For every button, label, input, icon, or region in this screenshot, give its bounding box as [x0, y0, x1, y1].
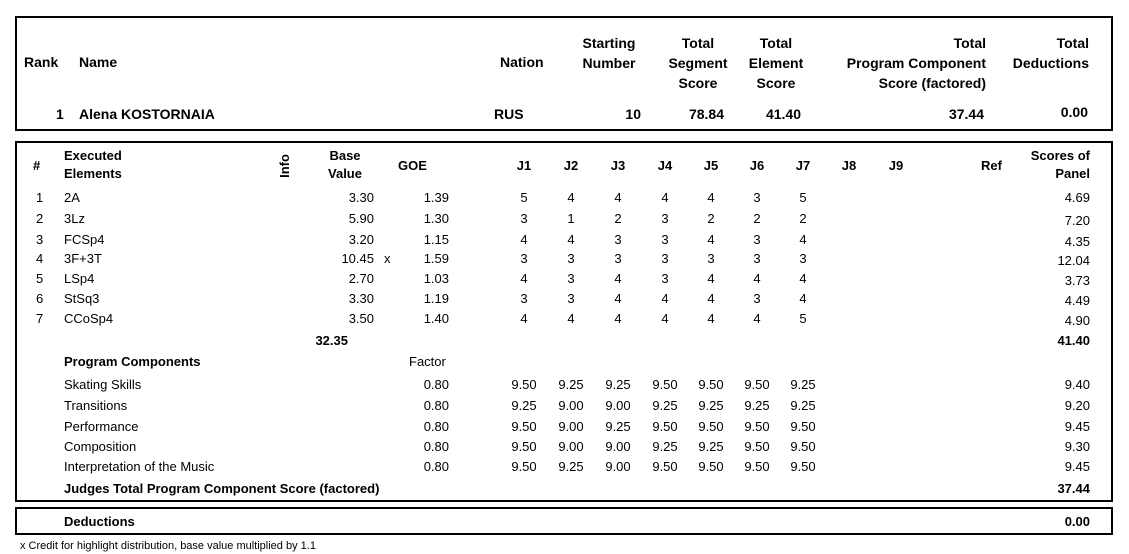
components-title: Program Components	[64, 354, 201, 369]
deductions-value: 0.00	[1064, 514, 1090, 529]
col-starting-line2: Number	[582, 55, 636, 71]
element-row-goe: 1.40	[423, 311, 449, 326]
skater-rank: 1	[56, 106, 64, 122]
element-row-name: StSq3	[64, 291, 100, 306]
element-row-judge-score: 3	[707, 251, 715, 266]
col-name-header: Name	[79, 54, 118, 70]
element-row-base: 3.20	[348, 232, 374, 247]
el-info-header: Info	[277, 154, 292, 178]
component-row-judge-score: 9.25	[698, 439, 724, 454]
element-row-judge-score: 3	[567, 271, 575, 286]
el-panel-header	[1010, 147, 1090, 183]
element-row-name: FCSp4	[64, 232, 105, 247]
element-row-name: LSp4	[64, 271, 95, 286]
element-row-judge-score: 3	[614, 251, 622, 266]
element-row-judge-score: 4	[799, 271, 807, 286]
element-row-judge-score: 1	[567, 211, 575, 226]
element-row-judge-score: 4	[614, 311, 622, 326]
skater-starting-number: 10	[625, 106, 641, 122]
col-tss-header	[653, 33, 743, 93]
element-row-judge-score: 3	[567, 291, 575, 306]
element-row-judge-score: 4	[567, 311, 575, 326]
element-row-judge-score: 4	[799, 291, 807, 306]
el-base-line1: Base	[329, 148, 361, 163]
element-row-base: 3.50	[348, 311, 374, 326]
component-row-judge-score: 9.00	[605, 398, 631, 413]
col-nation-header: Nation	[500, 54, 544, 70]
skater-tes: 41.40	[765, 106, 801, 122]
element-row-judge-score: 2	[799, 211, 807, 226]
element-row-judge-score: 4	[707, 190, 715, 205]
footnote: x Credit for highlight distribution, base value multiplied by 1.1	[20, 540, 316, 552]
skater-deductions: 0.00	[1060, 104, 1088, 120]
component-row-judge-score: 9.25	[790, 377, 816, 392]
judge-header-1: J1	[516, 158, 532, 173]
element-row-judge-score: 4	[707, 311, 715, 326]
col-pcs-line3: Score (factored)	[878, 75, 986, 91]
component-row-judge-score: 9.50	[790, 419, 816, 434]
element-row-judge-score: 4	[614, 291, 622, 306]
el-base-line2: Value	[328, 166, 362, 181]
element-row-judge-score: 4	[661, 291, 669, 306]
element-row-judge-score: 4	[520, 271, 528, 286]
component-row-name: Transitions	[64, 398, 128, 413]
col-pcs-header	[820, 33, 986, 93]
component-row-judge-score: 9.00	[605, 459, 631, 474]
element-row-judge-score: 2	[707, 211, 715, 226]
element-row-base: 3.30	[348, 291, 374, 306]
element-row-goe: 1.03	[423, 271, 449, 286]
element-row-judge-score: 4	[520, 311, 528, 326]
component-row-judge-score: 9.50	[511, 419, 537, 434]
element-row-panel: 4.49	[1064, 293, 1090, 308]
components-total-label: Judges Total Program Component Score (factored)	[64, 481, 380, 496]
element-row-judge-score: 3	[753, 190, 761, 205]
elements-total-base: 32.35	[315, 333, 348, 348]
component-row-factor: 0.80	[423, 377, 449, 392]
element-row-goe: 1.19	[423, 291, 449, 306]
element-row-judge-score: 4	[707, 232, 715, 247]
component-row-judge-score: 9.25	[511, 398, 537, 413]
element-row-judge-score: 4	[661, 311, 669, 326]
component-row-panel: 9.45	[1064, 459, 1090, 474]
judge-header-4: J4	[657, 158, 673, 173]
element-row-judge-score: 5	[799, 311, 807, 326]
skater-pcs: 37.44	[948, 106, 984, 122]
element-row-bonus-mark: x	[384, 251, 391, 266]
element-row-num: 4	[36, 251, 44, 266]
component-row-judge-score: 9.25	[652, 439, 678, 454]
element-row-panel: 4.35	[1064, 234, 1090, 249]
col-tes-header	[731, 33, 821, 93]
el-executed-line2: Elements	[64, 166, 122, 181]
component-row-judge-score: 9.50	[744, 419, 770, 434]
component-row-judge-score: 9.25	[605, 419, 631, 434]
component-row-judge-score: 9.25	[790, 398, 816, 413]
component-row-judge-score: 9.00	[605, 439, 631, 454]
element-row-base: 2.70	[348, 271, 374, 286]
element-row-goe: 1.15	[423, 232, 449, 247]
component-row-judge-score: 9.50	[511, 377, 537, 392]
element-row-judge-score: 4	[707, 291, 715, 306]
col-deductions-header	[990, 33, 1089, 73]
component-row-name: Performance	[64, 419, 139, 434]
col-ded-line2: Deductions	[1012, 55, 1089, 71]
elements-total-panel: 41.40	[1057, 333, 1090, 348]
element-row-judge-score: 3	[753, 251, 761, 266]
element-row-judge-score: 3	[753, 291, 761, 306]
col-tes-line3: Score	[756, 75, 796, 91]
element-row-judge-score: 3	[520, 251, 528, 266]
component-row-panel: 9.20	[1064, 398, 1090, 413]
component-row-judge-score: 9.25	[698, 398, 724, 413]
element-row-panel: 4.90	[1064, 313, 1090, 328]
el-executed-line1: Executed	[64, 148, 122, 163]
skater-nation: RUS	[494, 106, 524, 122]
element-row-judge-score: 4	[614, 271, 622, 286]
component-row-factor: 0.80	[423, 419, 449, 434]
element-row-base: 3.30	[348, 190, 374, 205]
component-row-judge-score: 9.50	[790, 439, 816, 454]
element-row-judge-score: 3	[567, 251, 575, 266]
component-row-judge-score: 9.00	[558, 439, 584, 454]
element-row-panel: 7.20	[1064, 213, 1090, 228]
component-row-judge-score: 9.50	[744, 459, 770, 474]
component-row-judge-score: 9.50	[698, 419, 724, 434]
col-starting-line1: Starting	[582, 35, 636, 51]
element-row-judge-score: 4	[661, 190, 669, 205]
element-row-num: 5	[36, 271, 44, 286]
component-row-panel: 9.45	[1064, 419, 1090, 434]
el-panel-line1: Scores of	[1030, 148, 1090, 163]
element-row-num: 7	[36, 311, 44, 326]
judge-header-7: J7	[795, 158, 811, 173]
component-row-judge-score: 9.25	[744, 398, 770, 413]
el-num-header: #	[33, 158, 41, 173]
component-row-judge-score: 9.50	[698, 459, 724, 474]
element-row-panel: 12.04	[1057, 253, 1090, 268]
element-row-judge-score: 5	[799, 190, 807, 205]
component-row-judge-score: 9.50	[744, 377, 770, 392]
component-row-panel: 9.40	[1064, 377, 1090, 392]
component-row-judge-score: 9.50	[698, 377, 724, 392]
element-row-base: 5.90	[348, 211, 374, 226]
col-tes-line2: Element	[748, 55, 804, 71]
judge-header-5: J5	[703, 158, 719, 173]
element-row-name: CCoSp4	[64, 311, 114, 326]
element-row-num: 2	[36, 211, 44, 226]
element-row-name: 2A	[64, 190, 80, 205]
component-row-judge-score: 9.25	[652, 398, 678, 413]
element-row-judge-score: 2	[614, 211, 622, 226]
component-row-factor: 0.80	[423, 459, 449, 474]
judge-header-8: J8	[841, 158, 857, 173]
col-pcs-line2: Program Component	[846, 55, 986, 71]
element-row-judge-score: 4	[753, 271, 761, 286]
element-row-goe: 1.30	[423, 211, 449, 226]
component-row-factor: 0.80	[423, 398, 449, 413]
element-row-judge-score: 3	[753, 232, 761, 247]
component-row-name: Skating Skills	[64, 377, 142, 392]
component-row-judge-score: 9.50	[511, 459, 537, 474]
col-tss-line1: Total	[681, 35, 715, 51]
judge-header-6: J6	[749, 158, 765, 173]
element-row-num: 1	[36, 190, 44, 205]
col-rank-header: Rank	[24, 54, 59, 70]
judge-header-3: J3	[610, 158, 626, 173]
element-row-judge-score: 3	[661, 211, 669, 226]
element-row-panel: 3.73	[1064, 273, 1090, 288]
element-row-name: 3Lz	[64, 211, 85, 226]
element-row-judge-score: 4	[567, 232, 575, 247]
element-row-judge-score: 2	[753, 211, 761, 226]
skater-name: Alena KOSTORNAIA	[79, 106, 215, 122]
element-row-panel: 4.69	[1064, 190, 1090, 205]
el-ref-header: Ref	[981, 158, 1002, 173]
component-row-judge-score: 9.25	[558, 459, 584, 474]
deductions-box	[15, 507, 1113, 535]
components-factor-header: Factor	[409, 354, 446, 369]
element-row-goe: 1.59	[423, 251, 449, 266]
col-starting-header	[569, 33, 649, 73]
component-row-factor: 0.80	[423, 439, 449, 454]
el-executed-header	[64, 147, 122, 183]
col-pcs-line1: Total	[953, 35, 986, 51]
col-ded-line1: Total	[1056, 35, 1089, 51]
element-row-judge-score: 3	[520, 211, 528, 226]
component-row-judge-score: 9.25	[558, 377, 584, 392]
element-row-judge-score: 3	[661, 271, 669, 286]
element-row-goe: 1.39	[423, 190, 449, 205]
el-panel-line2: Panel	[1055, 166, 1090, 181]
element-row-name: 3F+3T	[64, 251, 102, 266]
judge-header-2: J2	[563, 158, 579, 173]
component-row-judge-score: 9.50	[511, 439, 537, 454]
element-row-judge-score: 4	[707, 271, 715, 286]
component-row-judge-score: 9.00	[558, 398, 584, 413]
component-row-judge-score: 9.50	[790, 459, 816, 474]
element-row-judge-score: 3	[799, 251, 807, 266]
deductions-label: Deductions	[64, 514, 135, 529]
el-base-header	[315, 147, 375, 183]
element-row-judge-score: 3	[661, 251, 669, 266]
element-row-judge-score: 5	[520, 190, 528, 205]
element-row-judge-score: 3	[661, 232, 669, 247]
element-row-num: 6	[36, 291, 44, 306]
element-row-num: 3	[36, 232, 44, 247]
component-row-judge-score: 9.50	[744, 439, 770, 454]
element-row-judge-score: 4	[753, 311, 761, 326]
component-row-name: Composition	[64, 439, 137, 454]
judge-header-9: J9	[888, 158, 904, 173]
element-row-judge-score: 3	[614, 232, 622, 247]
component-row-judge-score: 9.25	[605, 377, 631, 392]
element-row-judge-score: 4	[614, 190, 622, 205]
col-tes-line1: Total	[759, 35, 793, 51]
element-row-judge-score: 4	[567, 190, 575, 205]
element-row-judge-score: 4	[520, 232, 528, 247]
component-row-judge-score: 9.50	[652, 459, 678, 474]
component-row-panel: 9.30	[1064, 439, 1090, 454]
components-total-value: 37.44	[1057, 481, 1090, 496]
el-goe-header: GOE	[398, 158, 427, 173]
element-row-judge-score: 3	[520, 291, 528, 306]
skater-tss: 78.84	[688, 106, 724, 122]
component-row-judge-score: 9.50	[652, 377, 678, 392]
component-row-name: Interpretation of the Music	[64, 459, 215, 474]
col-tss-line2: Segment	[668, 55, 728, 71]
element-row-judge-score: 4	[799, 232, 807, 247]
component-row-judge-score: 9.00	[558, 419, 584, 434]
element-row-base: 10.45	[341, 251, 374, 266]
component-row-judge-score: 9.50	[652, 419, 678, 434]
col-tss-line3: Score	[678, 75, 718, 91]
